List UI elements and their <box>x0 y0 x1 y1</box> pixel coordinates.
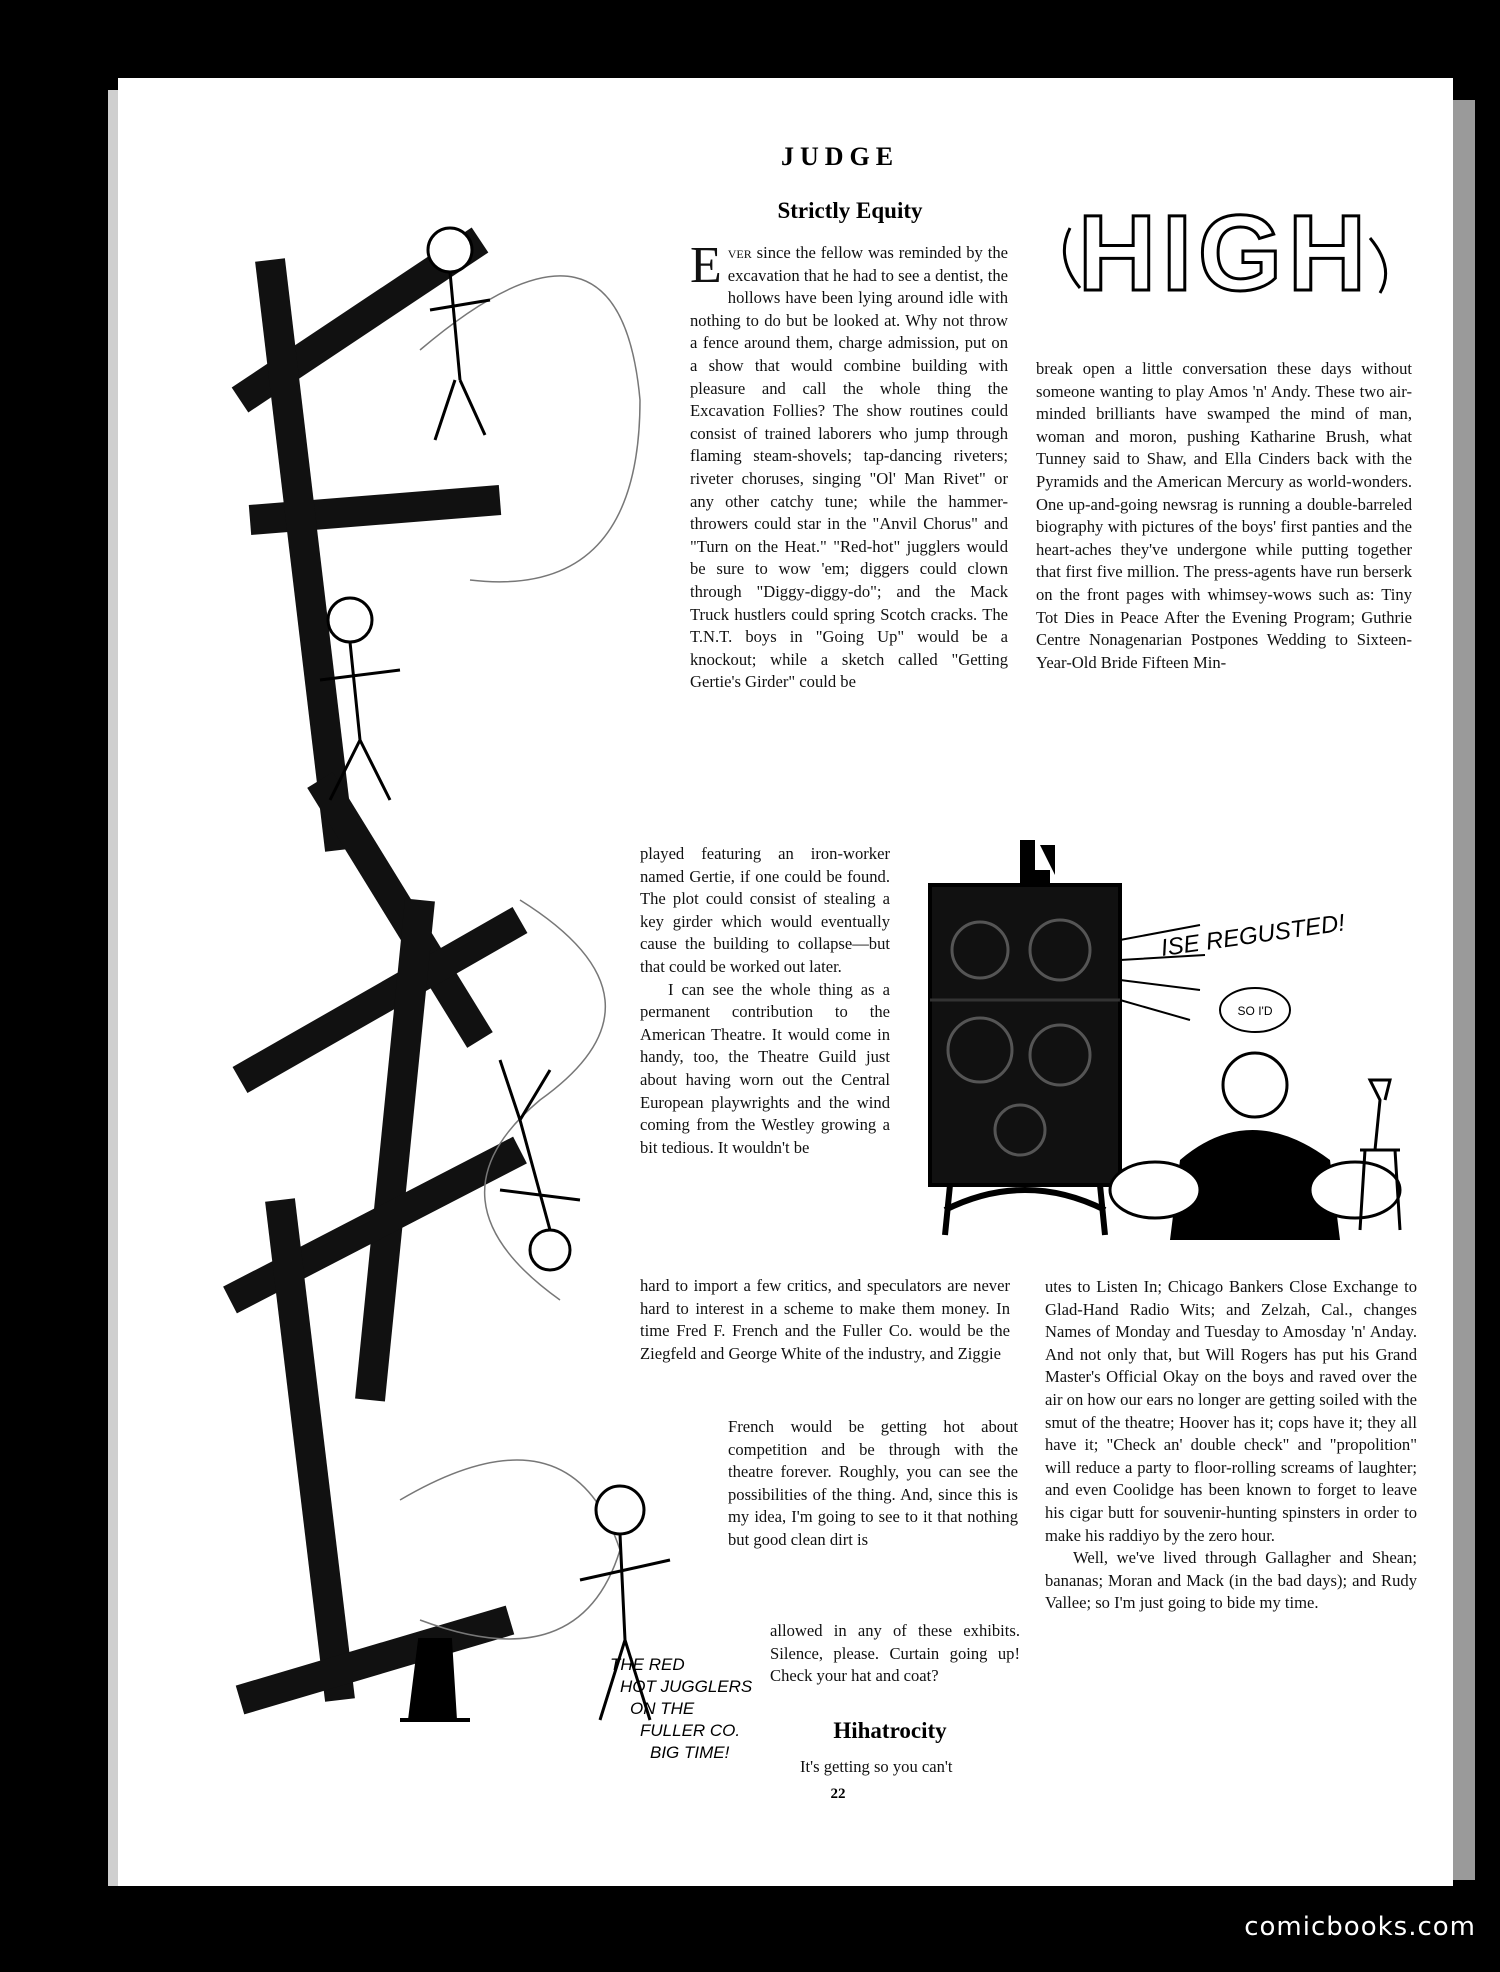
article1-paragraph-2d: allowed in any of these exhibits. Silence, please. Curtain going up! Check your hat and coat? <box>770 1621 1020 1686</box>
article-heading-strictly-equity: Strictly Equity <box>777 198 923 223</box>
high-title-art <box>1050 192 1400 313</box>
article1-paragraph-2a: I can see the whole thing as a permanent contribution to the American Theatre. It would come in handy, too, the Theatre Guild just about having worn out the Central European playwrights and the wind coming from the Westley growing a bit tedious. It wouldn't be <box>640 979 890 1157</box>
caption-line: THE RED <box>610 1655 685 1674</box>
article1-paragraph-1b: played featuring an iron-worker named Gertie, if one could be found. The plot could consist of stealing a key girder which would eventually cause the building to collapse—but that could be worked out later. <box>640 844 890 976</box>
article1-column-indent-1 <box>728 1416 1018 1552</box>
article2-column-bottom <box>1045 1276 1417 1615</box>
article2-start <box>800 1756 1022 1779</box>
listener-head <box>1223 1053 1287 1117</box>
watermark: comicbooks.com <box>1244 1912 1476 1942</box>
page-number: 22 <box>830 1786 846 1802</box>
dropcap: E <box>690 237 722 294</box>
article-heading-hihatrocity: Hihatrocity <box>833 1718 947 1743</box>
article2-paragraph-top: break open a little conversation these days without someone wanting to play Amos 'n' Andy. These two air-minded brilliants have swamped the mind of man, woman and moron, pushing Katharine Brush, what Tunney said to Shaw, and Ella Cinders back with the Pyramids and the American Mercury as world-wonders. One up-and-going newsrag is running a double-barreled biography with pictures of the boys' first panties and the heart-aches they've undergone while putting together that first five million. The press-agents have run berserk on the front pages with whimsey-wows such as: Tiny Tot Dies in Peace After the Evening Program; Guthrie Centre Nonagenarian Postpones Wedding to Sixteen-Year-Old Bride Fifteen Min- <box>1036 359 1412 672</box>
article1-paragraph-2b: hard to import a few critics, and speculators are never hard to interest in a scheme to make them money. In time Fred F. French and the Fuller Co. would be the Ziegfeld and George White of the industry, and Ziggie <box>640 1276 1010 1363</box>
juggler-figures <box>320 228 670 1720</box>
article1-column-indent-2 <box>770 1620 1020 1688</box>
boots-on-radio <box>1020 840 1055 885</box>
caption-line: FULLER CO. <box>640 1721 741 1740</box>
girder-beam <box>240 920 520 1080</box>
girder-beam <box>240 1620 510 1700</box>
page-shadow <box>1453 100 1475 1880</box>
girder-beams <box>230 240 520 1700</box>
article2-start-text: It's getting so you can't <box>800 1757 953 1776</box>
radio-cartoon <box>910 830 1410 1270</box>
radio-legs <box>945 1185 1105 1235</box>
article2-paragraph-bottom: utes to Listen In; Chicago Bankers Close Exchange to Glad-Hand Radio Wits; and Zelzah, Cal., changes Names of Monday and Tuesday to Amosday 'n' Anday. And not only that, but Will Rogers has put his Grand Master's Official Okay on the boys and raved over the air on how our ears no longer are getting soiled with the smut of the theatre; Hoover has it; cops have it; they all have it; "Check an' double check" and "propolition" will reduce a party to floor-rolling screams of laughter; and even Coolidge has been known to forget to leave his cigar butt for souvenir-hunting spinsters in order to make his raddiyo by the zero hour. <box>1045 1277 1417 1545</box>
speech-text: ISE REGUSTED! <box>1159 909 1347 962</box>
listener-leg-left <box>1110 1162 1200 1218</box>
caption-line: BIG TIME! <box>650 1743 730 1762</box>
thought-text: SO I'D <box>1237 1004 1273 1018</box>
caption-line: ON THE <box>630 1699 695 1718</box>
listener-leg-right <box>1310 1162 1400 1218</box>
lead-in: ver <box>727 243 752 262</box>
high-title-text: HIGH <box>1078 192 1372 313</box>
article2-paragraph-final: Well, we've lived through Gallagher and Shean; bananas; Moran and Mack (in the bad days); and Rudy Vallee; so I'm just going to bide my time. <box>1045 1548 1417 1613</box>
article2-column-top <box>1036 358 1412 674</box>
caption-line: HOT JUGGLERS <box>620 1677 753 1696</box>
page-edge <box>108 90 118 1886</box>
masthead: JUDGE <box>780 142 900 171</box>
article1-p1a-text: since the fellow was reminded by the excavation that he had to see a dentist, the hollows have been lying around idle with nothing to do but be looked at. Why not throw a fence around them, charge admission, put on a show that would combine building with pleasure and call the whole thing the Excavation Follies? The show routines could consist of trained laborers who jump through flaming steam-shovels; tap-dancing riveters; riveter choruses, singing "Ol' Man Rivet" or any other catchy tune; while the hammer-throwers could star in the "Anvil Chorus" and "Turn on the Heat." "Red-hot" jugglers would be sure to wow 'em; diggers could clown through "Diggy-diggy-do"; and the Mack Truck hustlers could spring Scotch cracks. The T.N.T. boys in "Going Up" would be a knockout; while a sketch called "Getting Gertie's Girder" could be <box>690 243 1008 692</box>
article1-paragraph-2c: French would be getting hot about competition and be through with the theatre forever. Roughly, you can see the possibilities of the thing. And, since this is my idea, I'm going to see to it that nothing but good clean dirt is <box>728 1417 1018 1549</box>
